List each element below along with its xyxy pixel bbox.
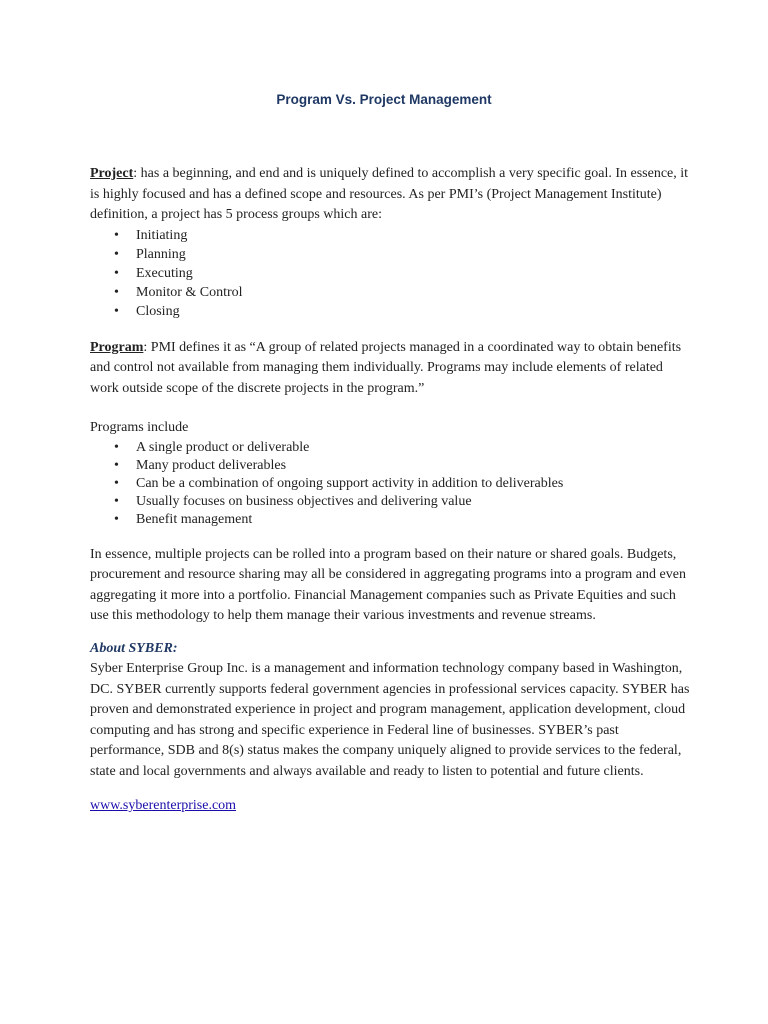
list-item: • Closing (90, 302, 690, 321)
about-heading: About SYBER: (90, 640, 178, 656)
list-item: • Planning (90, 245, 690, 264)
list-item: • A single product or deliverable (90, 439, 690, 457)
programs-include-list (90, 439, 690, 529)
essence-paragraph: In essence, multiple projects can be rolled into a program based on their nature or shared goals. Budgets, procurement and resource sharing may all be considered in aggregating programs into a program and even aggregating it more into a portfolio. Financial Management companies such as Private Equities and such use this methodology to help them manage their various investments and revenue streams. (90, 546, 686, 623)
list-item: • Executing (90, 264, 690, 283)
program-definition: : PMI defines it as “A group of related projects managed in a coordinated way to obtain benefits and control not available from managing them individually. Programs may include elements of related work outside scope of the discrete projects in the program.” (90, 339, 682, 396)
program-term: Program (90, 339, 144, 355)
process-groups-list (90, 226, 690, 321)
project-paragraph (90, 164, 690, 226)
program-paragraph (90, 338, 690, 400)
programs-include-intro: Programs include (90, 420, 189, 435)
website-line (90, 796, 690, 817)
website-link[interactable]: www.syberenterprise.com (90, 798, 237, 813)
list-item: • Initiating (90, 226, 690, 245)
list-item: • Many product deliverables (90, 457, 690, 475)
document-body (90, 164, 690, 817)
project-definition: : has a beginning, and end and is uniquely defined to accomplish a very specific goal. In essence, it is highly focused and has a defined scope and resources. As per PMI’s (Project Management Institute) definition, a project has 5 process groups which are: (90, 166, 689, 222)
list-item: • Monitor & Control (90, 283, 690, 302)
list-item: • Can be a combination of ongoing support activity in addition to deliverables (90, 475, 690, 493)
page-title: Program Vs. Project Management (276, 92, 492, 107)
list-item: • Usually focuses on business objectives and delivering value (90, 493, 690, 511)
list-item: • Benefit management (90, 511, 690, 529)
project-term: Project (90, 166, 134, 181)
about-paragraph: Syber Enterprise Group Inc. is a management and information technology company based in Washington, DC. SYBER currently supports federal government agencies in professional services capacity. SYBER has proven and demonstrated experience in project and program management, application development, cloud computing and has strong and specific experience in Federal line of businesses. SYBER’s past performance, SDB and 8(s) status makes the company uniquely aligned to provide services to the federal, state and local governments and always available and ready to listen to potential and future clients. (90, 661, 690, 779)
